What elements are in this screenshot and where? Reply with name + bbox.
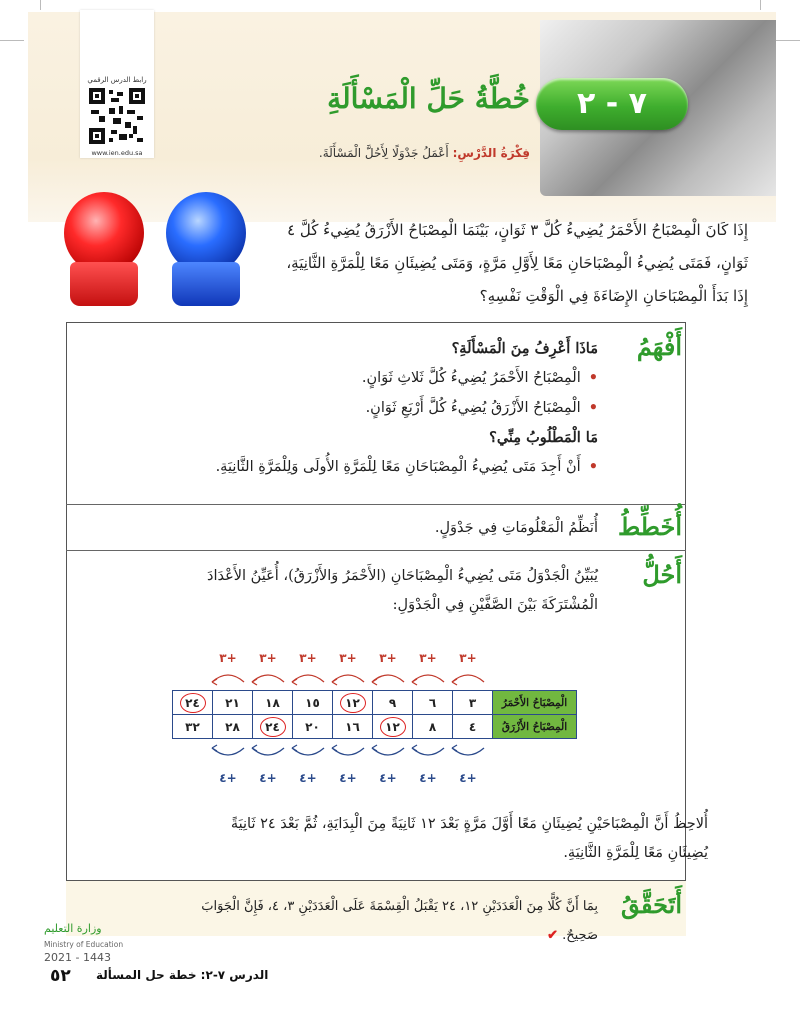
edition-year: 2021 - 1443 <box>44 951 111 964</box>
table-cell: ٨ <box>413 715 453 739</box>
step-arrow <box>212 675 244 682</box>
blue-bulb-icon <box>158 192 254 312</box>
divider <box>66 504 686 505</box>
red-row-header: الْمِصْبَاحُ الأَحْمَرُ <box>493 691 577 715</box>
checkmark-icon: ✔ <box>547 928 558 943</box>
arrow-head-icon <box>252 679 257 685</box>
step-arrow <box>332 675 364 682</box>
table-row <box>173 715 577 739</box>
step-label: ٤+ <box>259 771 277 785</box>
list-item: •الْمِصْبَاحُ الأَزْرَقُ يُضِيءُ كُلَّ أَرْبَعِ ثَوَانٍ. <box>365 399 598 416</box>
idea-text: أَعْمَلُ جَدْوَلًا لِأَحُلَّ الْمَسْأَلَةَ. <box>318 146 449 160</box>
ministry-logo-ar: وزارة التعليم <box>44 922 102 935</box>
qr-url: www.ien.edu.sa <box>91 149 143 157</box>
table-cell: ٢٠ <box>293 715 333 739</box>
step-label: ٤+ <box>299 771 317 785</box>
step-label: ٤+ <box>379 771 397 785</box>
crop-mark <box>776 40 800 41</box>
idea-label: فِكْرَةُ الدَّرْسِ: <box>452 146 530 160</box>
section-check-title: أَتَحَقَّقُ <box>621 890 682 919</box>
red-bulb-icon <box>56 192 152 312</box>
page-number: ٥٢ <box>50 966 71 986</box>
lamps-table <box>172 690 577 739</box>
step-label: ٤+ <box>339 771 357 785</box>
table-cell: ٤ <box>453 715 493 739</box>
step-arrow <box>292 675 324 682</box>
arrow-head-icon <box>252 745 257 751</box>
ministry-logo-en: Ministry of Education <box>44 940 124 949</box>
table-cell: ١٨ <box>253 691 293 715</box>
step-arrow <box>452 748 484 755</box>
qr-card[interactable] <box>80 10 154 158</box>
problem-text: إِذَا كَانَ الْمِصْبَاحُ الأَحْمَرُ يُضِيءُ كُلَّ ٣ ثَوَانٍ، بَيْنَمَا الْمِصْبَاحُ الأَزْرَقُ يُضِيءُ كُلَّ ٤ ثَوَانٍ، فَمَتَى يُضِيءُ الْمِصْبَاحَانِ مَعًا لِأَوَّلِ مَرَّةٍ، وَمَتَى يُضِيئَانِ مَعًا لِلْمَرَّةِ الثَّانِيَةِ، إِذَا بَدَأَ الْمِصْبَاحَانِ الإِضَاءَةَ فِي الْوَقْتِ نَفْسِهِ؟ <box>286 221 748 305</box>
arrow-head-icon <box>332 679 337 685</box>
arrow-head-icon <box>412 745 417 751</box>
step-arrow <box>252 675 284 682</box>
bullet-icon: • <box>588 399 598 416</box>
arrow-head-icon <box>372 745 377 751</box>
step-arrow <box>372 675 404 682</box>
step-label: ٣+ <box>299 651 317 665</box>
blue-row-header: الْمِصْبَاحُ الأَزْرَقُ <box>493 715 577 739</box>
arrow-head-icon <box>452 679 457 685</box>
qr-label: رابط الدرس الرقمي <box>87 76 147 84</box>
step-label: ٤+ <box>219 771 237 785</box>
step-arrow <box>372 748 404 755</box>
table-cell-common: ٢٤ <box>173 691 213 715</box>
arrow-head-icon <box>372 679 377 685</box>
bullet-icon: • <box>588 458 598 475</box>
crop-mark <box>0 40 24 41</box>
divider <box>66 550 686 551</box>
step-arrow <box>412 675 444 682</box>
section-understand-body <box>178 334 598 482</box>
step-label: ٣+ <box>219 651 237 665</box>
arrow-head-icon <box>212 679 217 685</box>
step-label: ٤+ <box>459 771 477 785</box>
question-know: مَاذَا أَعْرِفُ مِنَ الْمَسْأَلَةِ؟ <box>451 340 598 357</box>
table-cell: ١٥ <box>293 691 333 715</box>
section-understand-title: أَفْهَمُ <box>636 332 682 361</box>
footer-lesson-title: الدرس ٧-٢: خطة حل المسألة <box>96 968 269 982</box>
table-cell-common: ٢٤ <box>253 715 293 739</box>
lesson-idea <box>250 146 530 160</box>
table-cell: ١٦ <box>333 715 373 739</box>
table-cell: ٦ <box>413 691 453 715</box>
step-arrow <box>292 748 324 755</box>
step-label: ٣+ <box>339 651 357 665</box>
step-arrow <box>452 675 484 682</box>
section-plan-title: أُخَطِّطُ <box>618 512 682 541</box>
table-cell: ٣ <box>453 691 493 715</box>
step-label: ٤+ <box>419 771 437 785</box>
step-arrow <box>212 748 244 755</box>
section-solve-title: أَحُلُّ <box>642 560 682 589</box>
lesson-title: خُطَّةُ حَلِّ الْمَسْأَلَةِ <box>327 82 530 115</box>
crop-mark <box>40 0 41 10</box>
table-cell: ٣٢ <box>173 715 213 739</box>
step-arrow <box>252 748 284 755</box>
step-label: ٣+ <box>379 651 397 665</box>
table-cell-common: ١٢ <box>333 691 373 715</box>
step-label: ٣+ <box>459 651 477 665</box>
table-cell: ٩ <box>373 691 413 715</box>
arrow-head-icon <box>452 745 457 751</box>
lesson-number-badge: ٧ - ٢ <box>536 78 688 130</box>
arrow-head-icon <box>412 679 417 685</box>
table-cell-common: ١٢ <box>373 715 413 739</box>
arrow-head-icon <box>292 679 297 685</box>
bullet-icon: • <box>588 369 598 386</box>
arrow-head-icon <box>212 745 217 751</box>
arrow-head-icon <box>292 745 297 751</box>
arrow-head-icon <box>332 745 337 751</box>
step-arrow <box>332 748 364 755</box>
question-required: مَا الْمَطْلُوبُ مِنِّي؟ <box>489 429 598 446</box>
table-cell: ٢١ <box>213 691 253 715</box>
solve-conclusion: أُلاحِظُ أَنَّ الْمِصْبَاحَيْنِ يُضِيئَانِ مَعًا أَوَّلَ مَرَّةٍ بَعْدَ ١٢ ثَانِيَةً مِنَ الْبِدَايَةِ، ثُمَّ بَعْدَ ٢٤ ثَانِيَةً يُضِيئَانِ مَعًا لِلْمَرَّةِ الثَّانِيَةِ. <box>230 816 708 861</box>
list-item: •الْمِصْبَاحُ الأَحْمَرُ يُضِيءُ كُلَّ ثَلاثِ ثَوَانٍ. <box>361 369 598 386</box>
section-check-body: بِمَا أَنَّ كُلًّا مِنَ الْعَدَدَيْنِ ١٢، ٢٤ يَقْبَلُ الْقِسْمَةَ عَلَى الْعَدَدَيْنِ ٣، ٤، فَإِنَّ الْجَوَابَ صَحِيحٌ. ✔ <box>201 899 598 943</box>
section-plan-body: أُنَظِّمُ الْمَعْلُومَاتِ فِي جَدْوَلٍ. <box>434 520 598 536</box>
step-label: ٣+ <box>419 651 437 665</box>
section-solve-intro: يُبَيِّنُ الْجَدْوَلُ مَتَى يُضِيءُ الْمِصْبَاحَانِ (الأَحْمَرُ وَالأَزْرَقُ)، أُعَيِّنُ الأَعْدَادَ الْمُشْتَرَكَةَ بَيْنَ الصَّفَّيْنِ فِي الْجَدْوَلِ: <box>207 568 598 613</box>
list-item: •أَنْ أَجِدَ مَتَى يُضِيءُ الْمِصْبَاحَانِ مَعًا لِلْمَرَّةِ الأُولَى وَلِلْمَرَّةِ الثَّانِيَةِ. <box>215 458 598 475</box>
table-cell: ٢٨ <box>213 715 253 739</box>
table-row <box>173 691 577 715</box>
step-label: ٣+ <box>259 651 277 665</box>
crop-mark <box>760 0 761 10</box>
step-arrow <box>412 748 444 755</box>
qr-code-icon <box>89 88 145 144</box>
